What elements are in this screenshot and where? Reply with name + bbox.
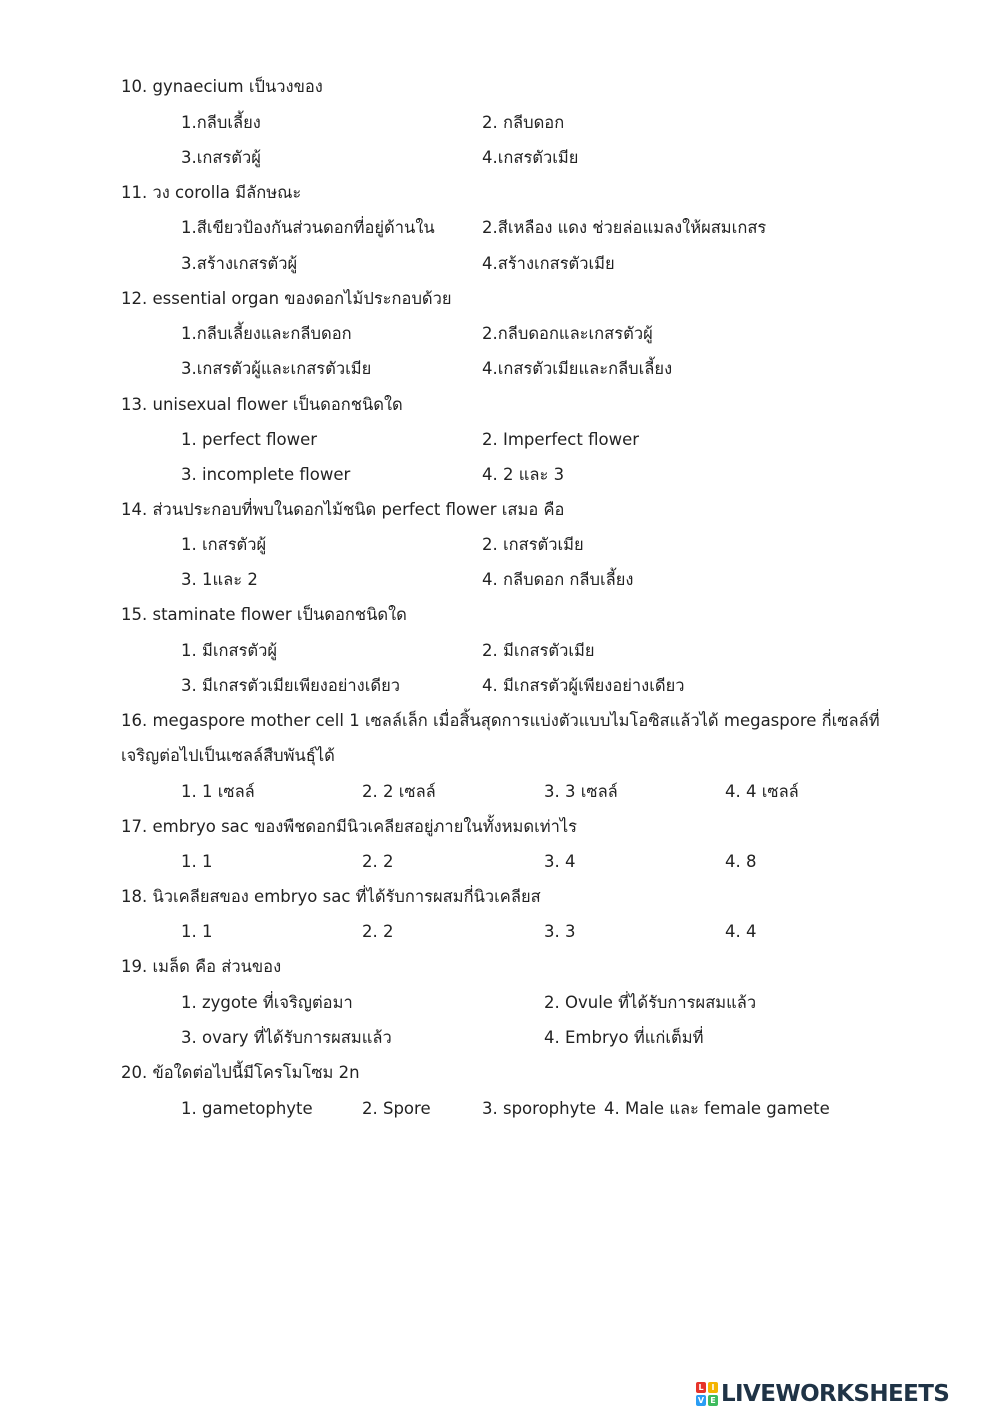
option-2[interactable]: 2. กลีบดอก [482,113,565,132]
option-2[interactable]: 2. 2 [362,852,394,871]
option-1[interactable]: 1. 1 เซลล์ [181,782,255,801]
option-1[interactable]: 1. zygote ที่เจริญต่อมา [181,993,353,1012]
question-15 [0,600,1000,630]
liveworksheets-brand[interactable] [696,1379,949,1409]
question-19 [0,952,1000,982]
question-text: 12. essential organ ของดอกไม้ประกอบด้วย [121,289,452,308]
option-3[interactable]: 3. 1และ 2 [181,570,258,589]
options-row [0,636,1000,666]
logo-square-l: L [696,1382,706,1393]
option-4[interactable]: 4. 2 และ 3 [482,465,565,484]
question-17 [0,812,1000,842]
option-1[interactable]: 1. 1 [181,922,213,941]
options-row [0,917,1000,947]
options-row [0,213,1000,243]
option-3[interactable]: 3.เกสรตัวผู้และเกสรตัวเมีย [181,359,372,378]
question-text: 17. embryo sac ของพืชดอกมีนิวเคลียสอยู่ภายในทั้งหมดเท่าไร [121,817,578,836]
option-4[interactable]: 4. 8 [725,852,757,871]
question-18 [0,882,1000,912]
option-4[interactable]: 4.สร้างเกสรตัวเมีย [482,254,615,273]
question-text: 16. megaspore mother cell 1 เซลล์เล็ก เมื่อสิ้นสุดการแบ่งตัวแบบไมโอซิสแล้วได้ megaspore กี่เซลล์ที่ [121,711,880,730]
option-1[interactable]: 1.สีเขียวป้องกันส่วนดอกที่อยู่ด้านใน [181,218,435,237]
logo-square-v: V [697,1396,705,1405]
options-row [0,143,1000,173]
question-11 [0,178,1000,208]
question-16-continued [0,741,1000,771]
question-text: 18. นิวเคลียสของ embryo sac ที่ได้รับการผสมกี่นิวเคลียส [121,887,541,906]
question-12 [0,284,1000,314]
option-1[interactable]: 1. gametophyte [181,1099,313,1118]
question-10 [0,72,1000,102]
option-3[interactable]: 3. 3 เซลล์ [544,782,618,801]
option-2[interactable]: 2.สีเหลือง แดง ช่วยล่อแมลงให้ผสมเกสร [482,218,767,237]
option-1[interactable]: 1.กลีบเลี้ยงและกลีบดอก [181,324,352,343]
question-text-continued: เจริญต่อไปเป็นเซลล์สืบพันธุ์ได้ [121,746,335,765]
question-20 [0,1058,1000,1088]
question-text: 15. staminate flower เป็นดอกชนิดใด [121,605,407,624]
options-row [0,777,1000,807]
question-text: 11. วง corolla มีลักษณะ [121,183,302,202]
options-row [0,354,1000,384]
options-row [0,1023,1000,1053]
option-3[interactable]: 3. sporophyte [482,1099,596,1118]
options-row [0,847,1000,877]
option-1[interactable]: 1. 1 [181,852,213,871]
option-1[interactable]: 1. มีเกสรตัวผู้ [181,641,278,660]
option-4[interactable]: 4. Embryo ที่แก่เต็มที่ [544,1028,704,1047]
option-3[interactable]: 3.สร้างเกสรตัวผู้ [181,254,298,273]
option-4[interactable]: 4. กลีบดอก กลีบเลี้ยง [482,570,634,589]
question-text: 13. unisexual flower เป็นดอกชนิดใด [121,395,403,414]
question-14 [0,495,1000,525]
option-3[interactable]: 3. 4 [544,852,576,871]
option-1[interactable]: 1. perfect flower [181,430,318,449]
option-3[interactable]: 3. incomplete flower [181,465,351,484]
option-2[interactable]: 2. Imperfect flower [482,430,639,449]
options-row [0,460,1000,490]
option-3[interactable]: 3. 3 [544,922,576,941]
option-2[interactable]: 2. มีเกสรตัวเมีย [482,641,595,660]
options-row [0,530,1000,560]
option-4[interactable]: 4. Male และ female gamete [604,1099,830,1118]
options-row [0,425,1000,455]
option-4[interactable]: 4.เกสรตัวเมีย [482,148,579,167]
option-2[interactable]: 2. Spore [362,1099,431,1118]
question-text: 10. gynaecium เป็นวงของ [121,77,323,96]
option-1[interactable]: 1. เกสรตัวผู้ [181,535,267,554]
option-4[interactable]: 4.เกสรตัวเมียและกลีบเลี้ยง [482,359,673,378]
option-3[interactable]: 3. มีเกสรตัวเมียเพียงอย่างเดียว [181,676,401,695]
options-row [0,671,1000,701]
question-16 [0,706,1000,736]
options-row [0,319,1000,349]
option-2[interactable]: 2. Ovule ที่ได้รับการผสมแล้ว [544,993,757,1012]
option-2[interactable]: 2. เกสรตัวเมีย [482,535,584,554]
liveworksheets-logo-icon [696,1382,718,1406]
options-row [0,565,1000,595]
option-4[interactable]: 4. มีเกสรตัวผู้เพียงอย่างเดียว [482,676,685,695]
question-text: 20. ข้อใดต่อไปนี้มีโครโมโซม 2n [121,1063,360,1082]
options-row [0,1094,1000,1124]
logo-square-e: E [708,1395,718,1406]
option-1[interactable]: 1.กลีบเลี้ยง [181,113,261,132]
brand-wordmark: LIVEWORKSHEETS [721,1381,950,1407]
option-4[interactable]: 4. 4 [725,922,757,941]
options-row [0,988,1000,1018]
option-2[interactable]: 2.กลีบดอกและเกสรตัวผู้ [482,324,653,343]
question-text: 14. ส่วนประกอบที่พบในดอกไม้ชนิด perfect flower เสมอ คือ [121,500,565,519]
question-text: 19. เมล็ด คือ ส่วนของ [121,957,282,976]
option-4[interactable]: 4. 4 เซลล์ [725,782,799,801]
option-2[interactable]: 2. 2 [362,922,394,941]
option-2[interactable]: 2. 2 เซลล์ [362,782,436,801]
option-3[interactable]: 3. ovary ที่ได้รับการผสมแล้ว [181,1028,392,1047]
options-row [0,108,1000,138]
options-row [0,249,1000,279]
option-3[interactable]: 3.เกสรตัวผู้ [181,148,261,167]
question-13 [0,390,1000,420]
logo-square-i: I [708,1382,718,1393]
